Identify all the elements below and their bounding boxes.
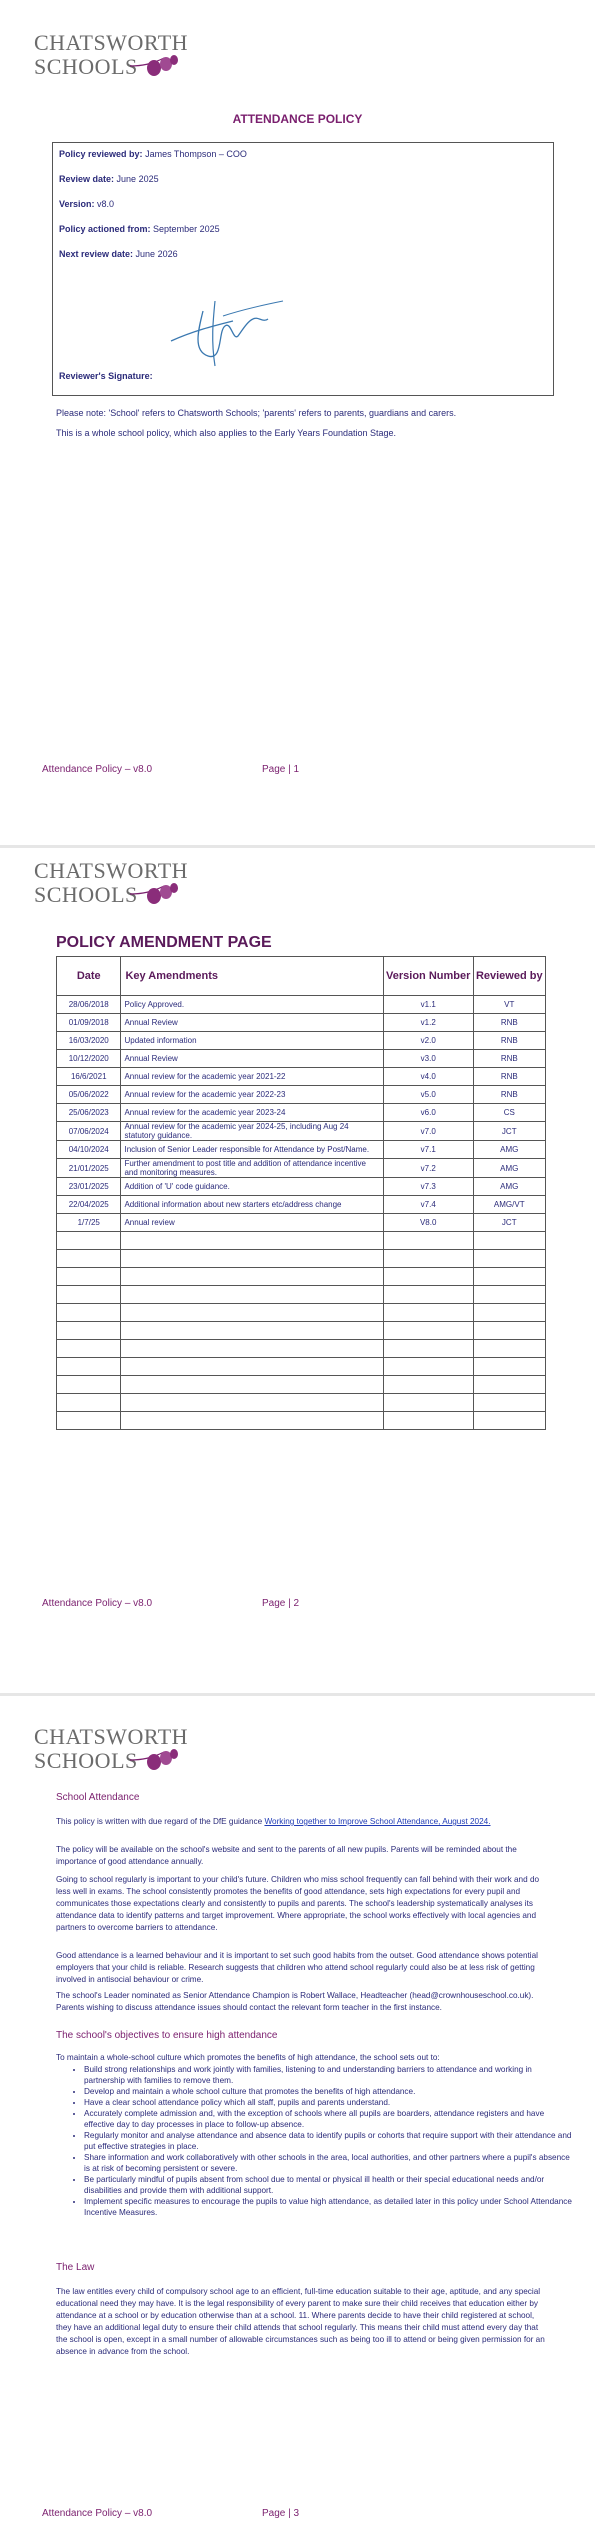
empty-cell — [473, 1376, 545, 1394]
page-footer: Attendance Policy – v8.0 Page | 2 — [42, 1598, 300, 1609]
page-3 — [0, 1696, 595, 2536]
amendment-page-title: POLICY AMENDMENT PAGE — [56, 934, 272, 951]
heading-the-law: The Law — [56, 2262, 95, 2273]
empty-cell — [473, 1268, 545, 1286]
empty-cell — [121, 1376, 383, 1394]
table-header-row — [57, 957, 546, 996]
reviewed-by-row: Policy reviewed by: James Thompson – COO — [59, 149, 247, 159]
empty-cell — [383, 1394, 473, 1412]
amendment-cell: Updated information — [121, 1032, 383, 1050]
table-row — [57, 1178, 546, 1196]
empty-cell — [383, 1358, 473, 1376]
page-footer: Attendance Policy – v8.0 Page | 3 — [42, 2508, 300, 2519]
amendment-cell: Annual review — [121, 1214, 383, 1232]
reviewer-cell: CS — [473, 1104, 545, 1122]
table-row — [57, 1159, 546, 1178]
heading-objectives: The school's objectives to ensure high attendance — [56, 2030, 278, 2041]
table-row — [57, 1122, 546, 1141]
empty-table-row — [57, 1286, 546, 1304]
empty-table-row — [57, 1376, 546, 1394]
table-row — [57, 1104, 546, 1122]
empty-table-row — [57, 1322, 546, 1340]
amendment-cell: Annual review for the academic year 2023-24 — [121, 1104, 383, 1122]
empty-cell — [383, 1322, 473, 1340]
empty-cell — [121, 1268, 383, 1286]
reviewer-cell: RNB — [473, 1086, 545, 1104]
heading-school-attendance: School Attendance — [56, 1792, 140, 1803]
col-date-header: Date — [57, 957, 121, 996]
amendment-table-body — [57, 996, 546, 1430]
table-row — [57, 996, 546, 1014]
page-2 — [0, 848, 595, 1693]
date-cell: 22/04/2025 — [57, 1196, 121, 1214]
empty-cell — [57, 1412, 121, 1430]
date-cell: 07/06/2024 — [57, 1122, 121, 1141]
date-cell: 23/01/2025 — [57, 1178, 121, 1196]
objective-item: • Have a clear school attendance policy which all staff, pupils and parents understand. — [84, 2097, 574, 2108]
amendment-cell: Annual Review — [121, 1014, 383, 1032]
empty-cell — [473, 1304, 545, 1322]
table-row — [57, 1196, 546, 1214]
flower-logo-icon — [130, 52, 180, 82]
version-cell: v5.0 — [383, 1086, 473, 1104]
version-row: Version: v8.0 — [59, 199, 115, 209]
objective-item: • Be particularly mindful of pupils absent from school due to mental or physical ill health or their special educational needs and/or disabilities and provide them with additional support. — [84, 2174, 574, 2196]
reviewer-cell: AMG/VT — [473, 1196, 545, 1214]
empty-cell — [473, 1358, 545, 1376]
empty-cell — [57, 1376, 121, 1394]
empty-table-row — [57, 1304, 546, 1322]
chatsworth-logo: CHATSWORTH SCHOOLS — [34, 858, 184, 908]
amendment-cell: Annual Review — [121, 1050, 383, 1068]
empty-cell — [57, 1322, 121, 1340]
amendment-cell: Annual review for the academic year 2024-25, including Aug 24 statutory guidance. — [121, 1122, 383, 1141]
review-date-row: Review date: June 2025 — [59, 174, 159, 184]
reviewer-cell: AMG — [473, 1178, 545, 1196]
date-cell: 28/06/2018 — [57, 996, 121, 1014]
amendment-table — [56, 956, 546, 1430]
empty-cell — [57, 1340, 121, 1358]
date-cell: 10/12/2020 — [57, 1050, 121, 1068]
empty-cell — [473, 1286, 545, 1304]
empty-cell — [383, 1286, 473, 1304]
empty-cell — [121, 1286, 383, 1304]
reviewer-cell: VT — [473, 996, 545, 1014]
version-cell: v4.0 — [383, 1068, 473, 1086]
empty-cell — [57, 1394, 121, 1412]
empty-cell — [383, 1304, 473, 1322]
objective-item: • Implement specific measures to encourage the pupils to value high attendance, as detailed later in this policy under School Attendance Incentive Measures. — [84, 2196, 574, 2218]
reviewer-cell: AMG — [473, 1159, 545, 1178]
empty-cell — [473, 1340, 545, 1358]
empty-table-row — [57, 1268, 546, 1286]
empty-cell — [121, 1412, 383, 1430]
reviewer-cell: RNB — [473, 1032, 545, 1050]
table-row — [57, 1032, 546, 1050]
page-1 — [0, 0, 595, 845]
empty-cell — [57, 1232, 121, 1250]
paragraph-law: The law entitles every child of compulsory school age to an efficient, full-time education suitable to their age, aptitude, and any special educational need they may have. It is the legal responsibility of every parent to make sure their child receives that education either by attendance at a school or by education otherwise than at a school. 11. Where parents decide to have their child registered at school, they have an additional legal duty to ensure their child attends that school regularly. This means their child must attend every day that the school is open, except in a small number of allowable circumstances such as being too ill to attend or being given permission for an absence in advance from the school. — [56, 2287, 545, 2356]
date-cell: 1/7/25 — [57, 1214, 121, 1232]
paragraph-importance: Going to school regularly is important to your child's future. Children who miss school frequently can fall behind with their work and do less well in exams. The school consistently promotes the benefits of good attendance, sets high expectations for every pupil and communicates those expectations clearly and consistently to pupils and parents. The school's leadership systematically analyses its attendance data to identify patterns and target improvement. Where appropriate, the school works effectively with local agencies and partners to overcome barriers to attendance. — [56, 1875, 540, 1932]
empty-cell — [121, 1340, 383, 1358]
version-cell: v7.3 — [383, 1178, 473, 1196]
empty-cell — [473, 1412, 545, 1430]
amendment-cell: Additional information about new starters etc/address change — [121, 1196, 383, 1214]
empty-cell — [57, 1304, 121, 1322]
table-row — [57, 1014, 546, 1032]
next-review-row: Next review date: June 2026 — [59, 249, 178, 259]
empty-cell — [121, 1322, 383, 1340]
date-cell: 21/01/2025 — [57, 1159, 121, 1178]
col-amendments-header: Key Amendments — [121, 957, 383, 996]
empty-table-row — [57, 1412, 546, 1430]
objectives-list — [56, 2064, 574, 2218]
version-cell: v7.1 — [383, 1141, 473, 1159]
amendment-cell: Inclusion of Senior Leader responsible for Attendance by Post/Name. — [121, 1141, 383, 1159]
reviewer-cell: RNB — [473, 1050, 545, 1068]
empty-cell — [121, 1304, 383, 1322]
empty-cell — [473, 1322, 545, 1340]
note-eyfs: This is a whole school policy, which also applies to the Early Years Foundation Stage. — [56, 428, 397, 438]
page-title: ATTENDANCE POLICY — [232, 112, 363, 126]
empty-cell — [57, 1268, 121, 1286]
empty-cell — [383, 1376, 473, 1394]
version-cell: V8.0 — [383, 1214, 473, 1232]
flower-logo-icon — [130, 1746, 180, 1776]
dfe-guidance-link[interactable]: Working together to Improve School Attendance, August 2024. — [264, 1817, 491, 1826]
table-row — [57, 1086, 546, 1104]
note-refers: Please note: 'School' refers to Chatsworth Schools; 'parents' refers to parents, guardians and carers. — [56, 408, 457, 418]
empty-cell — [473, 1394, 545, 1412]
objective-item: • Build strong relationships and work jointly with families, listening to and understanding barriers to attendance and working in partnership with families to remove them. — [84, 2064, 574, 2086]
table-row — [57, 1214, 546, 1232]
chatsworth-logo: CHATSWORTH SCHOOLS — [34, 1724, 184, 1774]
empty-cell — [383, 1268, 473, 1286]
amendment-cell: Further amendment to post title and addition of attendance incentive and monitoring measures. — [121, 1159, 383, 1178]
objective-item: • Accurately complete admission and, with the exception of schools where all pupils are boarders, attendance registers and have effective day to day processes in place to follow-up absence. — [84, 2108, 574, 2130]
empty-cell — [121, 1358, 383, 1376]
empty-cell — [121, 1250, 383, 1268]
amendment-cell: Annual review for the academic year 2022-23 — [121, 1086, 383, 1104]
empty-table-row — [57, 1250, 546, 1268]
col-reviewed-header: Reviewed by — [473, 957, 545, 996]
amendment-cell: Addition of 'U' code guidance. — [121, 1178, 383, 1196]
paragraph-guidance: This policy is written with due regard of the DfE guidance Working together to Improve School Attendance, August 2024. — [56, 1817, 491, 1826]
reviewer-cell: RNB — [473, 1068, 545, 1086]
version-cell: v7.4 — [383, 1196, 473, 1214]
paragraph-objectives-intro: To maintain a whole-school culture which promotes the benefits of high attendance, the school sets out to: — [56, 2053, 440, 2062]
date-cell: 25/06/2023 — [57, 1104, 121, 1122]
empty-table-row — [57, 1394, 546, 1412]
paragraph-availability: The policy will be available on the school's website and sent to the parents of all new pupils. Parents will be reminded about the importance of good attendance annually. — [56, 1845, 517, 1866]
table-row — [57, 1141, 546, 1159]
version-cell: v2.0 — [383, 1032, 473, 1050]
date-cell: 16/03/2020 — [57, 1032, 121, 1050]
empty-cell — [383, 1250, 473, 1268]
empty-table-row — [57, 1358, 546, 1376]
signature-label: Reviewer's Signature: — [59, 371, 153, 381]
actioned-row: Policy actioned from: September 2025 — [59, 224, 220, 234]
amendment-cell: Policy Approved. — [121, 996, 383, 1014]
table-row — [57, 1050, 546, 1068]
empty-cell — [473, 1232, 545, 1250]
empty-cell — [121, 1394, 383, 1412]
objective-item: • Develop and maintain a whole school culture that promotes the benefits of high attendance. — [84, 2086, 574, 2097]
version-cell: v7.0 — [383, 1122, 473, 1141]
version-cell: v3.0 — [383, 1050, 473, 1068]
version-cell: v6.0 — [383, 1104, 473, 1122]
version-cell: v1.1 — [383, 996, 473, 1014]
empty-cell — [383, 1412, 473, 1430]
objective-item: • Share information and work collaboratively with other schools in the area, local authorities, and other partners where a pupil's absence is at risk of becoming persistent or severe. — [84, 2152, 574, 2174]
empty-cell — [57, 1358, 121, 1376]
empty-cell — [473, 1250, 545, 1268]
empty-table-row — [57, 1232, 546, 1250]
table-row — [57, 1068, 546, 1086]
empty-cell — [121, 1232, 383, 1250]
empty-table-row — [57, 1340, 546, 1358]
page-footer: Attendance Policy – v8.0 Page | 1 — [42, 764, 300, 775]
reviewer-cell: JCT — [473, 1214, 545, 1232]
policy-info-box — [52, 142, 554, 396]
reviewer-cell: RNB — [473, 1014, 545, 1032]
empty-cell — [383, 1340, 473, 1358]
paragraph-attendance-champion: The school's Leader nominated as Senior Attendance Champion is Robert Wallace, Headteacher (head@crownhouseschool.co.uk). Parents wishing to discuss attendance issues should contact the relevant form teacher in the first instance. — [56, 1991, 534, 2012]
empty-cell — [57, 1250, 121, 1268]
reviewer-signature — [163, 271, 293, 381]
date-cell: 04/10/2024 — [57, 1141, 121, 1159]
empty-cell — [383, 1232, 473, 1250]
reviewer-cell: AMG — [473, 1141, 545, 1159]
empty-cell — [57, 1286, 121, 1304]
date-cell: 05/06/2022 — [57, 1086, 121, 1104]
flower-logo-icon — [130, 880, 180, 910]
amendment-cell: Annual review for the academic year 2021-22 — [121, 1068, 383, 1086]
version-cell: v7.2 — [383, 1159, 473, 1178]
date-cell: 16/6/2021 — [57, 1068, 121, 1086]
version-cell: v1.2 — [383, 1014, 473, 1032]
reviewer-cell: JCT — [473, 1122, 545, 1141]
date-cell: 01/09/2018 — [57, 1014, 121, 1032]
paragraph-learned-behaviour: Good attendance is a learned behaviour and it is important to set such good habits from the outset. Good attendance shows potential employers that your child is reliable. Research suggests that children who attend school regularly could also be at less risk of getting involved in antisocial behaviour or crime. — [56, 1951, 539, 1984]
col-version-header: Version Number — [383, 957, 473, 996]
objective-item: • Regularly monitor and analyse attendance and absence data to identify pupils or cohorts that require support with their attendance and put effective strategies in place. — [84, 2130, 574, 2152]
chatsworth-logo: CHATSWORTH SCHOOLS — [34, 30, 184, 80]
